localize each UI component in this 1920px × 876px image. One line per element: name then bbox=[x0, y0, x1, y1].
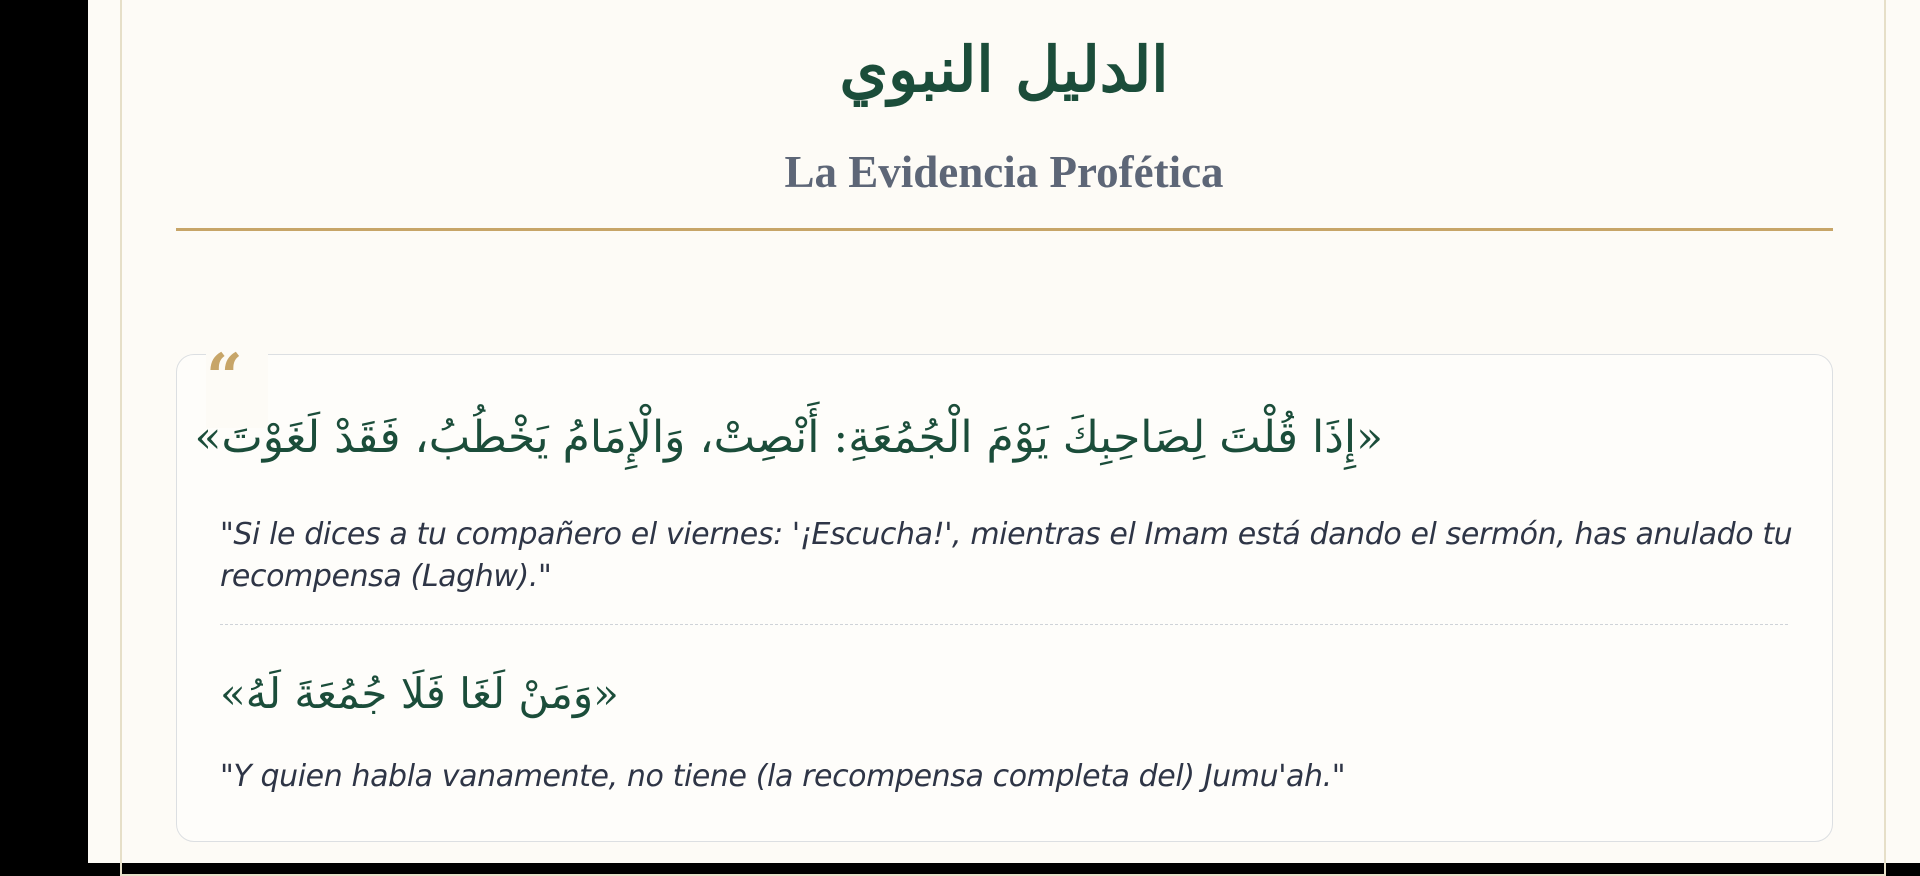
page-title-arabic: الدليل النبوي bbox=[839, 33, 1169, 106]
page-subtitle-spanish: La Evidencia Profética bbox=[784, 147, 1224, 197]
quote-mark-icon: “ bbox=[206, 338, 268, 428]
hadith-arabic-text-2: «وَمَنْ لَغَا فَلَا جُمُعَةَ لَهُ» bbox=[220, 669, 619, 718]
hadith-arabic-text-1: «إِذَا قُلْتَ لِصَاحِبِكَ يَوْمَ الْجُمُعَةِ: أَنْصِتْ، وَالْإِمَامُ يَخْطُبُ، فَقَدْ لَغَوْتَ» bbox=[194, 412, 1383, 463]
hadith-translation-1: "Si le dices a tu compañero el viernes: '¡Escucha!', mientras el Imam está dando el sermón, has anulado tu recompensa (Laghw)." bbox=[220, 517, 1793, 594]
hadith-separator bbox=[220, 624, 1788, 625]
hadith-translation-2: "Y quien habla vanamente, no tiene (la recompensa completa del) Jumu'ah." bbox=[220, 759, 1346, 794]
title-divider bbox=[176, 228, 1833, 231]
